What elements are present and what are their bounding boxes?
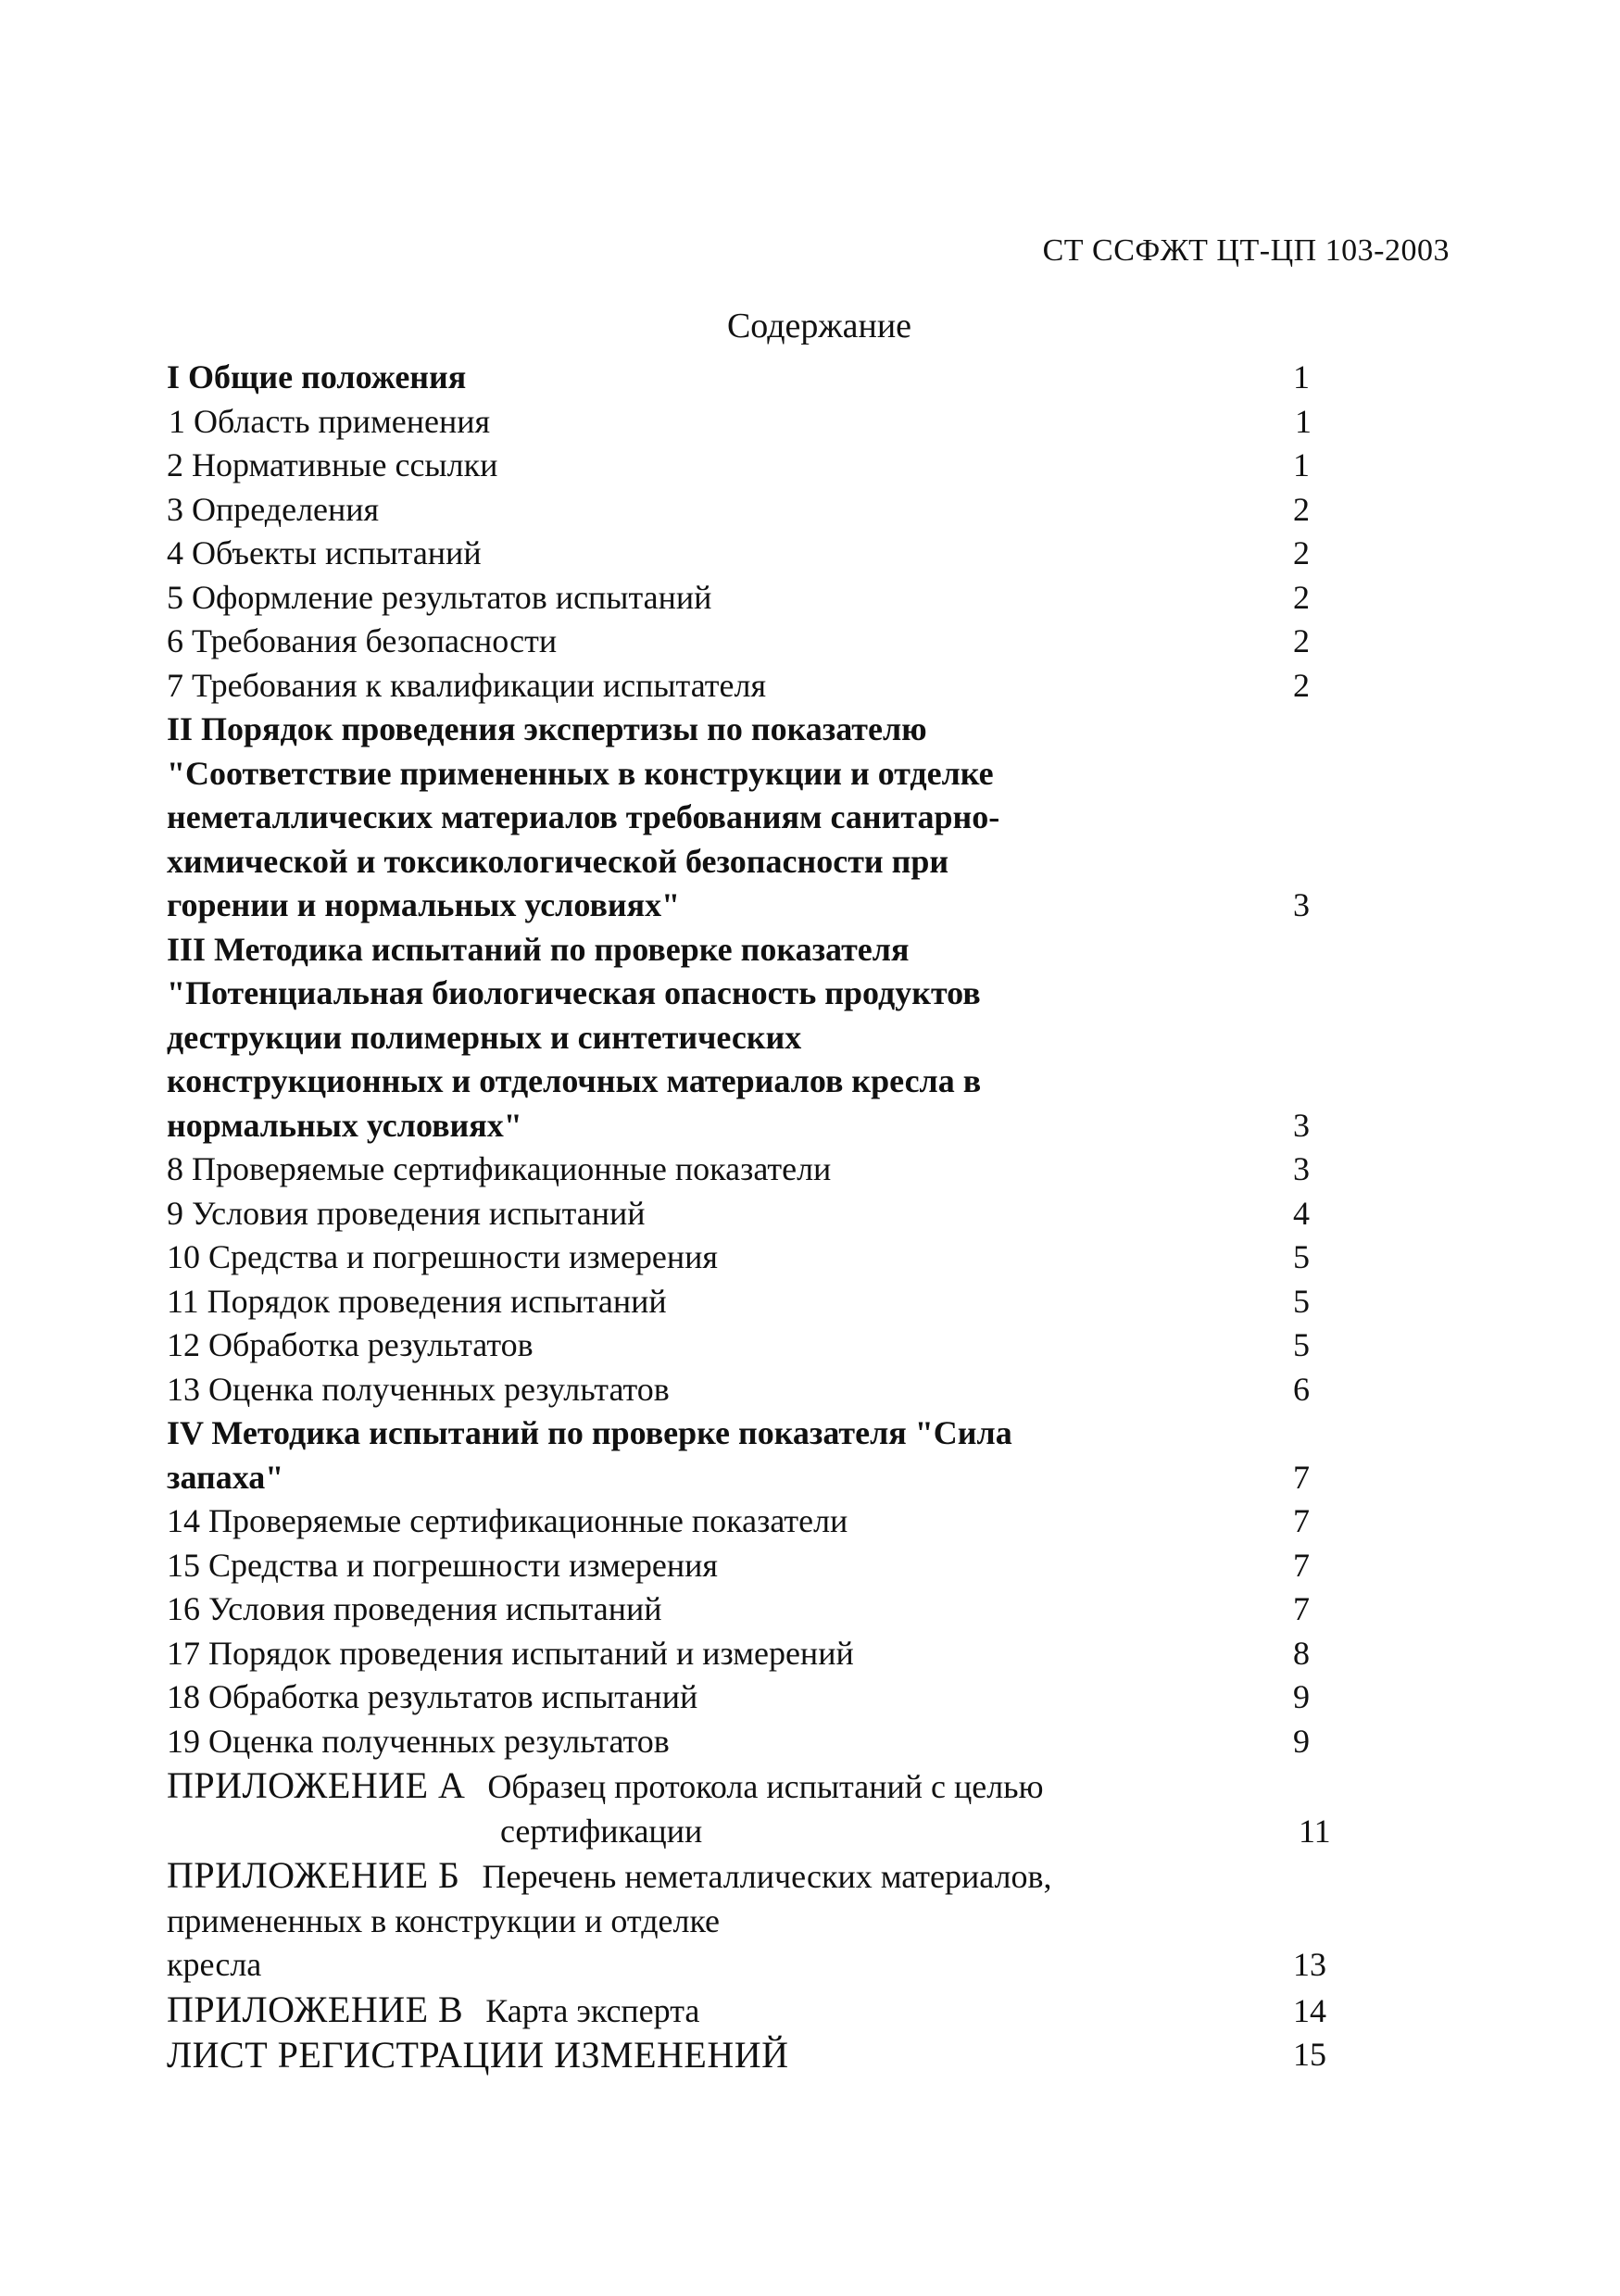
toc-page-number: 2 (1293, 578, 1310, 616)
appendix-first-line (167, 1853, 1149, 1900)
toc-page-number: 2 (1293, 666, 1310, 704)
appendix-title-continued: кресла (167, 1946, 262, 1983)
toc-entry-text: 16 Условия проведения испытаний (167, 1590, 662, 1627)
toc-entry (167, 444, 1310, 488)
document-code: СТ ССФЖТ ЦТ-ЦП 103-2003 (1042, 233, 1450, 268)
toc-entry (167, 576, 1310, 621)
toc-section-line: запаха" (167, 1458, 284, 1496)
toc-page-number: 5 (1293, 1282, 1310, 1320)
table-of-contents (167, 356, 1331, 2077)
toc-section-line: горении и нормальных условиях" (167, 886, 681, 923)
appendix-title: Карта эксперта (485, 1991, 700, 2029)
appendix-title-continued: примененных в конструкции и отделке (167, 1901, 721, 1939)
toc-entry (167, 1324, 1310, 1368)
toc-entry (167, 1148, 1310, 1192)
toc-entry (167, 1587, 1310, 1632)
toc-entry (167, 620, 1310, 664)
toc-entry (167, 400, 1312, 445)
toc-section-text (167, 928, 1149, 1148)
toc-section-4 (167, 1411, 1310, 1499)
toc-page-number: 1 (1293, 358, 1310, 395)
toc-page-number: 3 (1293, 886, 1310, 923)
toc-entry-text: 8 Проверяемые сертификационные показатели (167, 1150, 832, 1187)
toc-entry (167, 1368, 1310, 1412)
toc-page-number: 7 (1293, 1458, 1310, 1496)
toc-entry-text: 12 Обработка результатов (167, 1326, 534, 1363)
toc-title: Содержание (726, 307, 912, 345)
toc-entry-text: 15 Средства и погрешности измерения (167, 1546, 718, 1584)
appendix-first-line (167, 1988, 1149, 2034)
toc-page-number: 13 (1293, 1946, 1326, 1983)
toc-section-text (167, 708, 1149, 928)
toc-appendix-text (167, 1988, 1149, 2034)
toc-section-1 (167, 356, 1310, 400)
appendix-title-continued: сертификации (500, 1812, 703, 1850)
appendix-label: ПРИЛОЖЕНИЕ А (167, 1764, 466, 1806)
toc-entry-text: 11 Порядок проведения испытаний (167, 1282, 667, 1320)
toc-page-number: 15 (1293, 2036, 1326, 2073)
toc-section-line: IV Методика испытаний по проверке показателя "Сила (167, 1414, 1012, 1451)
toc-section-line: конструкционных и отделочных материалов кресла в (167, 1062, 982, 1099)
toc-entry (167, 488, 1310, 533)
toc-section-text (167, 1411, 1149, 1499)
toc-entry-text: 14 Проверяемые сертификационные показатели (167, 1502, 848, 1539)
toc-page-number: 5 (1293, 1326, 1310, 1363)
toc-section-line: II Порядок проведения экспертизы по показателю (167, 710, 927, 747)
appendix-title: Перечень неметаллических материалов, (482, 1858, 1052, 1895)
toc-entry (167, 1544, 1310, 1588)
toc-page-number: 2 (1293, 622, 1310, 659)
toc-page-number: 2 (1293, 534, 1310, 571)
toc-page-number: 9 (1293, 1722, 1310, 1760)
toc-appendix-c (167, 1988, 1326, 2034)
toc-page-number: 8 (1293, 1634, 1310, 1672)
toc-entry-text: 10 Средства и погрешности измерения (167, 1238, 718, 1275)
toc-entry-text: 13 Оценка полученных результатов (167, 1370, 670, 1408)
toc-page-number: 9 (1293, 1678, 1310, 1715)
toc-entry (167, 1192, 1310, 1236)
toc-page-number: 11 (1299, 1812, 1331, 1850)
toc-entry (167, 1280, 1310, 1324)
toc-entry (167, 1675, 1310, 1720)
toc-section-line: деструкции полимерных и синтетических (167, 1018, 802, 1056)
toc-page-number: 7 (1293, 1502, 1310, 1539)
toc-page-number: 4 (1293, 1194, 1310, 1232)
toc-entry-text: 3 Определения (167, 490, 380, 528)
toc-appendix-text (167, 1853, 1149, 1988)
toc-page-number: 7 (1293, 1546, 1310, 1584)
toc-section-line: "Соответствие примененных в конструкции и отделке (167, 754, 994, 792)
toc-entry (167, 532, 1310, 576)
toc-entry-text: 7 Требования к квалификации испытателя (167, 666, 766, 704)
toc-section-line: "Потенциальная биологическая опасность продуктов (167, 974, 981, 1011)
toc-page-number: 1 (1293, 446, 1310, 483)
toc-section-3 (167, 928, 1310, 1148)
toc-appendix-b (167, 1853, 1326, 1988)
toc-page-number: 2 (1293, 490, 1310, 528)
toc-appendix-text (167, 1763, 1149, 1853)
toc-entry-text: 2 Нормативные ссылки (167, 446, 498, 483)
toc-section-line: нормальных условиях" (167, 1106, 522, 1144)
toc-section-line: неметаллических материалов требованиям санитарно- (167, 798, 1000, 835)
toc-section-2 (167, 708, 1310, 928)
toc-entry-text: 18 Обработка результатов испытаний (167, 1678, 698, 1715)
toc-entry (167, 1236, 1310, 1280)
toc-entry-text: 1 Область применения (169, 402, 491, 440)
toc-page-number: 3 (1293, 1106, 1310, 1144)
toc-page-number: 7 (1293, 1590, 1310, 1627)
toc-section-line: химической и токсикологической безопасности при (167, 842, 949, 880)
toc-entry (167, 1499, 1310, 1544)
appendix-title: Образец протокола испытаний с целью (487, 1768, 1044, 1805)
appendix-label: ПРИЛОЖЕНИЕ Б (167, 1854, 460, 1896)
toc-page-number: 6 (1293, 1370, 1310, 1408)
toc-entry-text: 17 Порядок проведения испытаний и измерений (167, 1634, 854, 1672)
appendix-first-line (167, 1763, 1149, 1810)
toc-entry-text: 9 Условия проведения испытаний (167, 1194, 646, 1232)
toc-entry-text: ЛИСТ РЕГИСТРАЦИИ ИЗМЕНЕНИЙ (167, 2034, 789, 2076)
toc-entry (167, 1720, 1310, 1764)
appendix-label: ПРИЛОЖЕНИЕ В (167, 1988, 464, 2030)
toc-entry-text: 19 Оценка полученных результатов (167, 1722, 670, 1760)
toc-registration-sheet (167, 2033, 1326, 2077)
toc-page-number: 5 (1293, 1238, 1310, 1275)
toc-entry-text: I Общие положения (167, 358, 467, 395)
toc-entry (167, 1632, 1310, 1676)
toc-entry-text: 4 Объекты испытаний (167, 534, 482, 571)
toc-entry-text: 5 Оформление результатов испытаний (167, 578, 712, 616)
toc-page-number: 3 (1293, 1150, 1310, 1187)
toc-entry-text: 6 Требования безопасности (167, 622, 558, 659)
toc-page-number: 1 (1295, 402, 1312, 440)
toc-page-number: 14 (1293, 1991, 1326, 2029)
toc-entry (167, 664, 1310, 709)
toc-section-line: III Методика испытаний по проверке показателя (167, 930, 910, 968)
toc-appendix-a (167, 1763, 1331, 1853)
